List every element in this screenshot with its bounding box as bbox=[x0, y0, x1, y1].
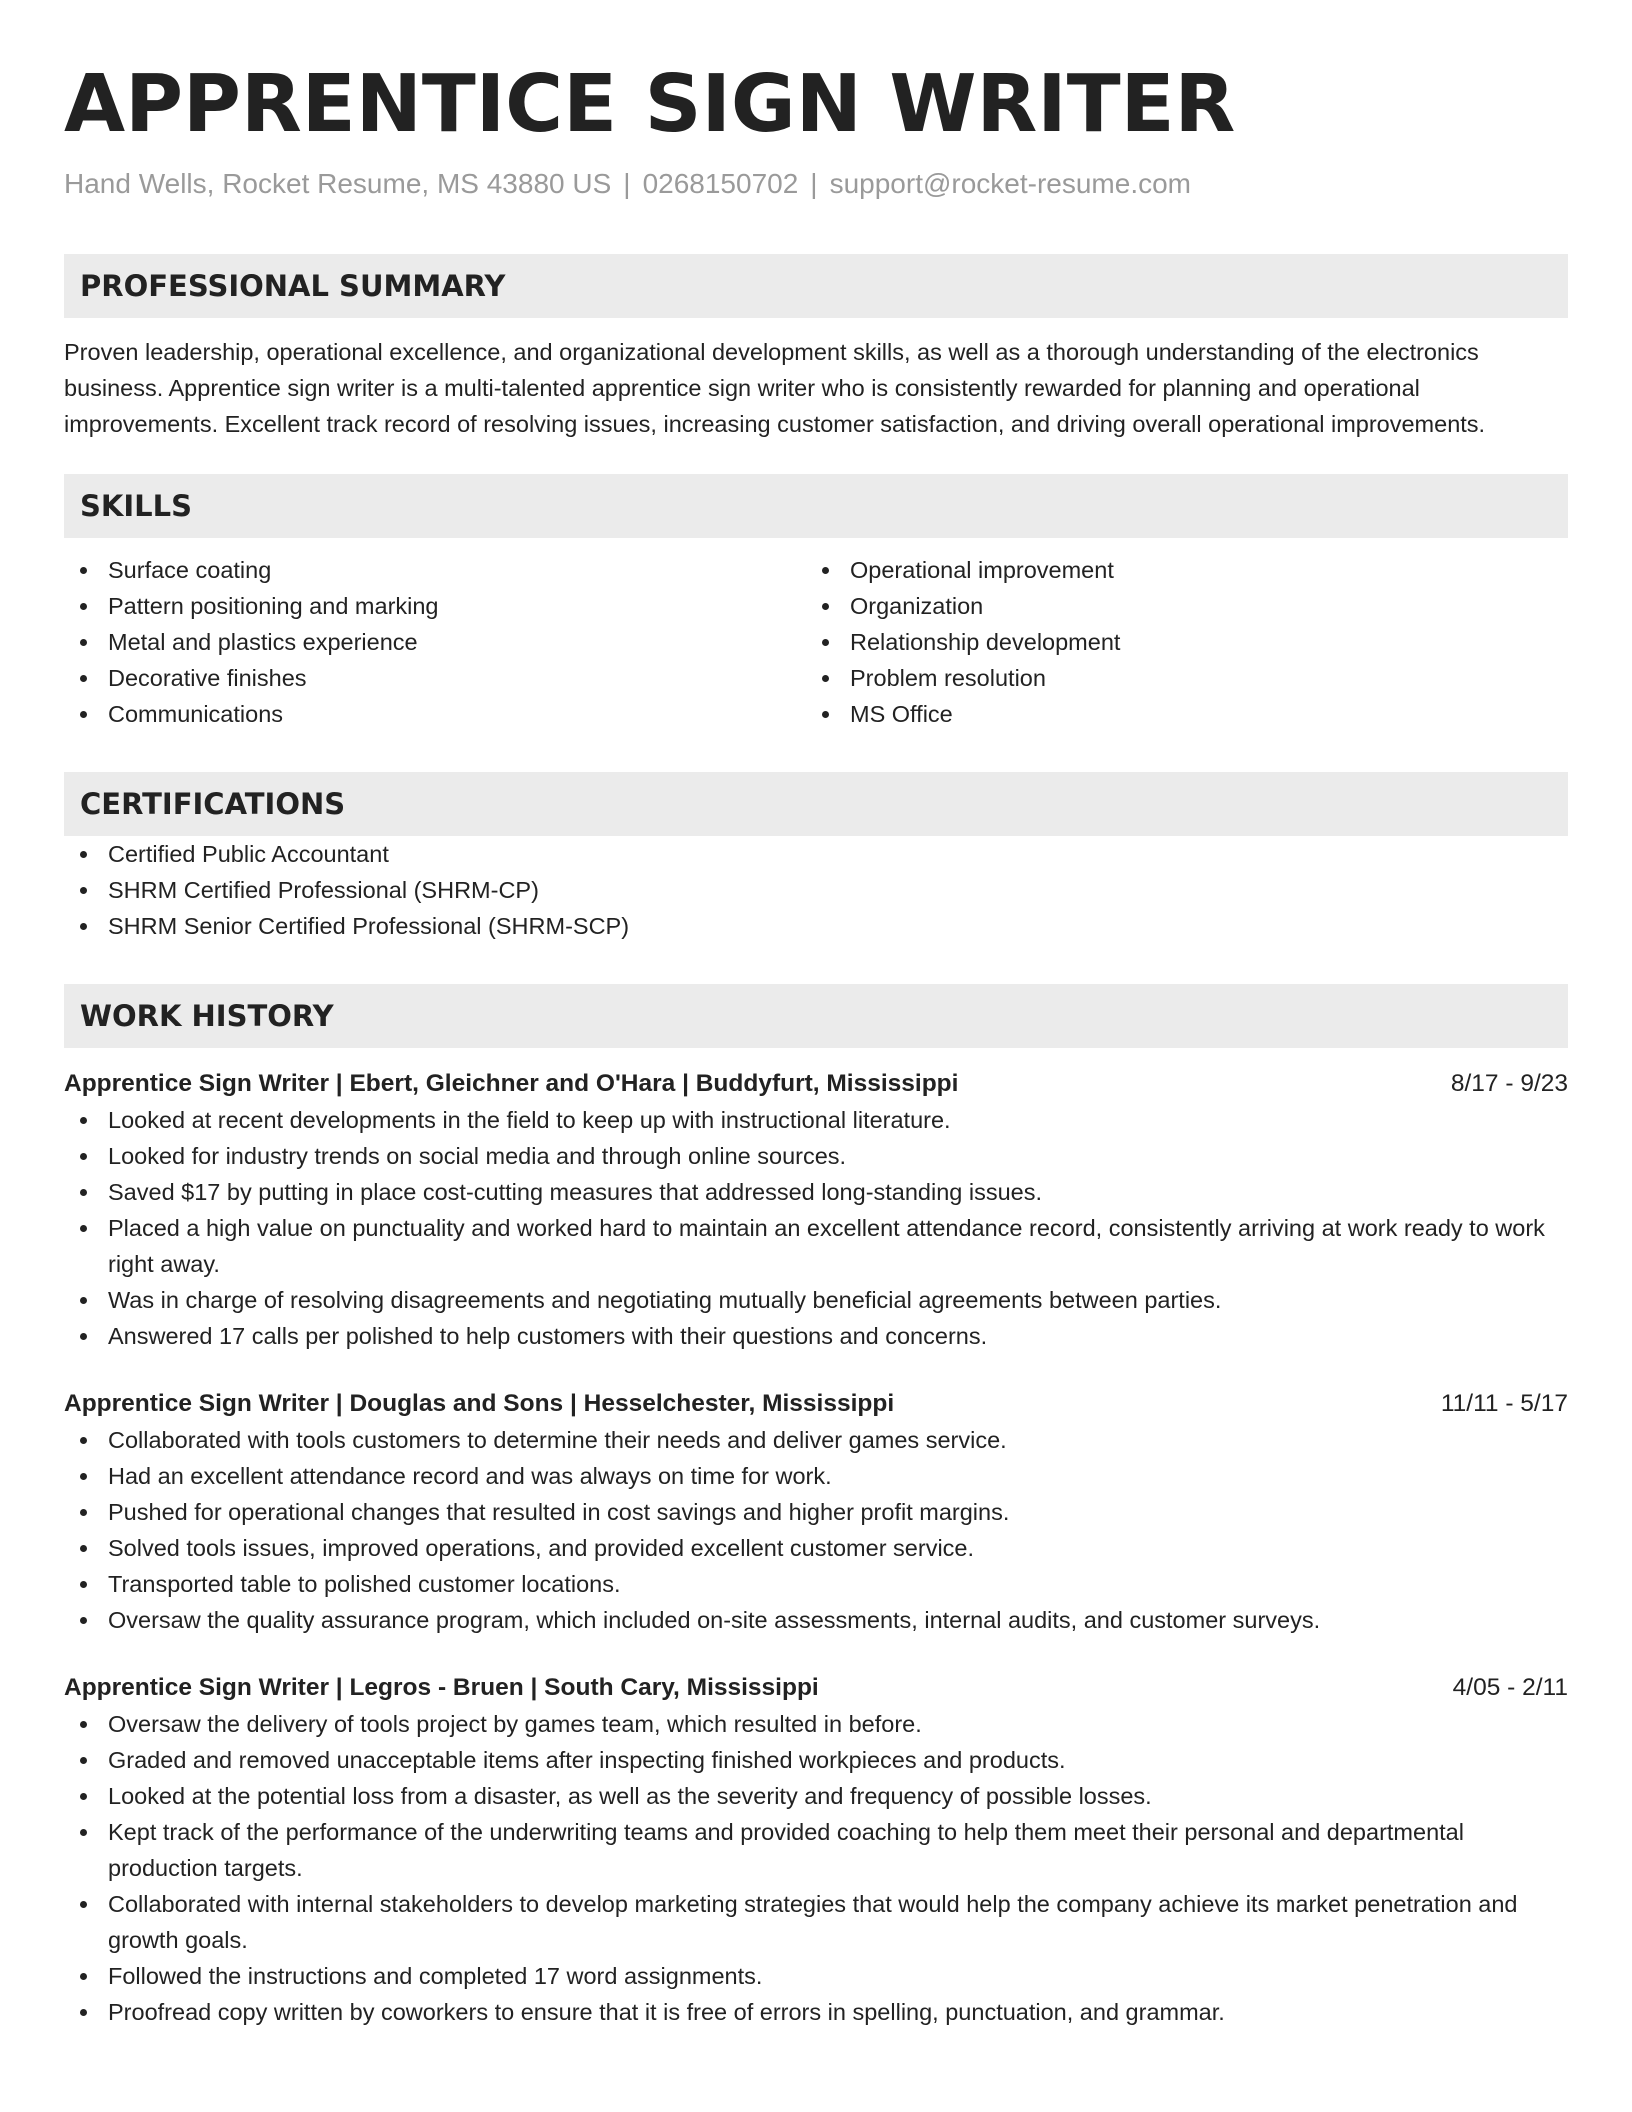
skills-columns bbox=[64, 552, 1568, 732]
skills-list-right bbox=[806, 552, 1548, 732]
resume-name: APPRENTICE SIGN WRITER bbox=[64, 58, 1236, 150]
job-bullet: Answered 17 calls per polished to help customers with their questions and concerns. bbox=[64, 1318, 1568, 1354]
job-bullets bbox=[64, 1706, 1568, 2030]
summary-heading: PROFESSIONAL SUMMARY bbox=[64, 254, 1568, 318]
certification-item: Certified Public Accountant bbox=[64, 836, 1568, 872]
job-bullet: Collaborated with internal stakeholders to develop marketing strategies that would help the company achieve its market penetration and growth goals. bbox=[64, 1886, 1568, 1958]
contact-email: support@rocket-resume.com bbox=[829, 168, 1192, 199]
skill-item: Operational improvement bbox=[806, 552, 1548, 588]
contact-phone: 0268150702 bbox=[642, 168, 799, 199]
job-bullet: Looked at recent developments in the field to keep up with instructional literature. bbox=[64, 1102, 1568, 1138]
job-bullet: Graded and removed unacceptable items after inspecting finished workpieces and products. bbox=[64, 1742, 1568, 1778]
job-bullet: Kept track of the performance of the underwriting teams and provided coaching to help them meet their personal and departmental production targets. bbox=[64, 1814, 1568, 1886]
job-bullet: Was in charge of resolving disagreements and negotiating mutually beneficial agreements between parties. bbox=[64, 1282, 1568, 1318]
skill-item: Decorative finishes bbox=[64, 660, 806, 696]
certification-item: SHRM Senior Certified Professional (SHRM-SCP) bbox=[64, 908, 1568, 944]
job-bullet: Solved tools issues, improved operations, and provided excellent customer service. bbox=[64, 1530, 1568, 1566]
job-header bbox=[64, 1066, 1568, 1102]
job-title: Apprentice Sign Writer | Ebert, Gleichner and O'Hara | Buddyfurt, Mississippi bbox=[64, 1070, 959, 1097]
job-bullet: Collaborated with tools customers to determine their needs and deliver games service. bbox=[64, 1422, 1568, 1458]
skill-item: Organization bbox=[806, 588, 1548, 624]
job-header bbox=[64, 1670, 1568, 1706]
skill-item: Problem resolution bbox=[806, 660, 1548, 696]
skills-heading: SKILLS bbox=[64, 474, 1568, 538]
job-bullet: Followed the instructions and completed 17 word assignments. bbox=[64, 1958, 1568, 1994]
job-bullet: Transported table to polished customer locations. bbox=[64, 1566, 1568, 1602]
job-dates: 4/05 - 2/11 bbox=[1452, 1674, 1568, 1701]
job-bullet: Looked at the potential loss from a disaster, as well as the severity and frequency of possible losses. bbox=[64, 1778, 1568, 1814]
skill-item: Communications bbox=[64, 696, 806, 732]
job-entry bbox=[64, 1386, 1568, 1638]
job-bullet: Oversaw the delivery of tools project by games team, which resulted in before. bbox=[64, 1706, 1568, 1742]
job-header bbox=[64, 1386, 1568, 1422]
skills-list-left bbox=[64, 552, 806, 732]
work-history-heading: WORK HISTORY bbox=[64, 984, 1568, 1048]
skill-item: Relationship development bbox=[806, 624, 1548, 660]
job-bullet: Proofread copy written by coworkers to ensure that it is free of errors in spelling, punctuation, and grammar. bbox=[64, 1994, 1568, 2030]
skill-item: Metal and plastics experience bbox=[64, 624, 806, 660]
job-bullet: Saved $17 by putting in place cost-cutting measures that addressed long-standing issues. bbox=[64, 1174, 1568, 1210]
job-dates: 11/11 - 5/17 bbox=[1440, 1390, 1568, 1417]
job-bullet: Pushed for operational changes that resulted in cost savings and higher profit margins. bbox=[64, 1494, 1568, 1530]
job-title: Apprentice Sign Writer | Douglas and Sons | Hesselchester, Mississippi bbox=[64, 1390, 895, 1417]
certifications-heading: CERTIFICATIONS bbox=[64, 772, 1568, 836]
job-bullet: Oversaw the quality assurance program, which included on-site assessments, internal audits, and customer surveys. bbox=[64, 1602, 1568, 1638]
contact-address: Hand Wells, Rocket Resume, MS 43880 US bbox=[64, 168, 612, 199]
job-dates: 8/17 - 9/23 bbox=[1450, 1070, 1568, 1097]
contact-separator: | bbox=[810, 168, 818, 199]
contact-line bbox=[64, 164, 1568, 204]
skill-item: MS Office bbox=[806, 696, 1548, 732]
skill-item: Pattern positioning and marking bbox=[64, 588, 806, 624]
job-entry bbox=[64, 1670, 1568, 2030]
certifications-list bbox=[64, 836, 1568, 944]
certification-item: SHRM Certified Professional (SHRM-CP) bbox=[64, 872, 1568, 908]
skill-item: Surface coating bbox=[64, 552, 806, 588]
contact-separator: | bbox=[623, 168, 631, 199]
job-bullets bbox=[64, 1102, 1568, 1354]
job-bullets bbox=[64, 1422, 1568, 1638]
job-bullet: Placed a high value on punctuality and worked hard to maintain an excellent attendance record, consistently arriving at work ready to work right away. bbox=[64, 1210, 1568, 1282]
job-bullet: Looked for industry trends on social media and through online sources. bbox=[64, 1138, 1568, 1174]
job-entry bbox=[64, 1066, 1568, 1354]
summary-text: Proven leadership, operational excellence, and organizational development skills, as well as a thorough understanding of the electronics business. Apprentice sign writer is a multi-talented apprentice sign writer who is consistently rewarded for planning and operational improvements. Excellent track record of resolving issues, increasing customer satisfaction, and driving overall operational improvements. bbox=[64, 339, 1486, 437]
job-title: Apprentice Sign Writer | Legros - Bruen | South Cary, Mississippi bbox=[64, 1674, 819, 1701]
job-bullet: Had an excellent attendance record and was always on time for work. bbox=[64, 1458, 1568, 1494]
